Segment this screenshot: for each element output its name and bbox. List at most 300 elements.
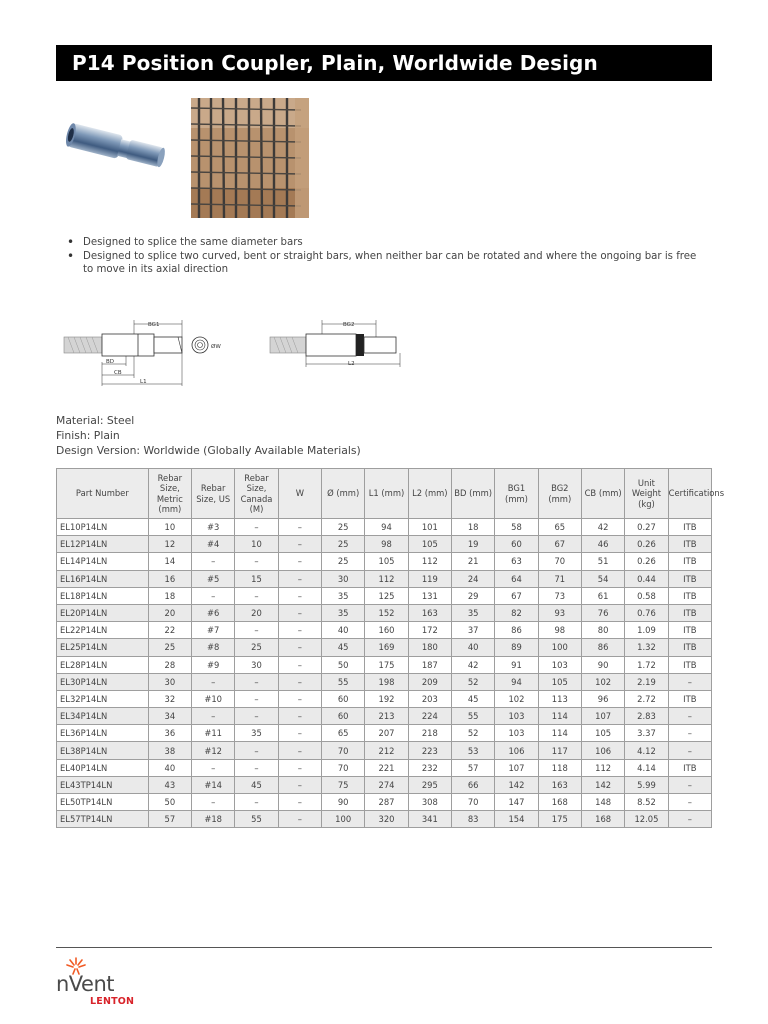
part-number-cell: EL32P14LN: [57, 690, 149, 707]
table-cell: 147: [495, 794, 538, 811]
table-cell: 50: [322, 656, 365, 673]
table-cell: 106: [495, 742, 538, 759]
footer-divider: [56, 947, 712, 948]
table-cell: 60: [322, 690, 365, 707]
table-cell: 63: [495, 553, 538, 570]
table-cell: 35: [322, 604, 365, 621]
table-cell: 100: [538, 639, 581, 656]
table-cell: 40: [148, 759, 191, 776]
table-cell: 20: [235, 604, 278, 621]
table-cell: –: [668, 776, 711, 793]
table-cell: #11: [192, 725, 235, 742]
table-cell: –: [235, 794, 278, 811]
table-cell: –: [278, 519, 321, 536]
table-cell: 40: [322, 622, 365, 639]
column-header: W: [278, 469, 321, 519]
table-cell: 0.76: [625, 604, 668, 621]
material-line: Material: Steel: [56, 414, 135, 427]
table-cell: #18: [192, 811, 235, 828]
table-cell: 180: [408, 639, 451, 656]
table-cell: 148: [581, 794, 624, 811]
table-cell: 0.44: [625, 570, 668, 587]
table-cell: 60: [322, 708, 365, 725]
column-header: BG2 (mm): [538, 469, 581, 519]
table-cell: 320: [365, 811, 408, 828]
coupler-photo: [56, 98, 174, 218]
table-cell: –: [278, 811, 321, 828]
column-header: L1 (mm): [365, 469, 408, 519]
table-cell: ITB: [668, 759, 711, 776]
table-cell: 54: [581, 570, 624, 587]
table-cell: 70: [322, 742, 365, 759]
label-bg2: BG2: [343, 322, 355, 328]
table-cell: 43: [148, 776, 191, 793]
table-cell: 154: [495, 811, 538, 828]
column-header: BG1 (mm): [495, 469, 538, 519]
table-row: [57, 604, 712, 621]
table-cell: 107: [495, 759, 538, 776]
table-cell: 175: [538, 811, 581, 828]
table-row: [57, 587, 712, 604]
table-cell: 2.83: [625, 708, 668, 725]
table-cell: –: [278, 759, 321, 776]
part-number-cell: EL14P14LN: [57, 553, 149, 570]
column-header: Unit Weight (kg): [625, 469, 668, 519]
table-cell: 30: [235, 656, 278, 673]
material-specs: [56, 413, 361, 458]
table-cell: –: [192, 673, 235, 690]
table-cell: 19: [451, 536, 494, 553]
table-cell: 36: [148, 725, 191, 742]
rebar-cage-photo: [191, 98, 309, 218]
logo-subbrand: LENTON: [90, 996, 135, 1007]
feature-item: • Designed to splice two curved, bent or straight bars, when neither bar can be rotated and where the ongoing bar is free to move in its axial direction: [66, 250, 706, 277]
table-cell: 198: [365, 673, 408, 690]
table-cell: –: [192, 708, 235, 725]
table-cell: 66: [451, 776, 494, 793]
feature-item: • Designed to splice the same diameter bars: [66, 236, 706, 250]
table-cell: –: [668, 811, 711, 828]
part-number-cell: EL40P14LN: [57, 759, 149, 776]
table-cell: –: [278, 570, 321, 587]
table-cell: 57: [148, 811, 191, 828]
table-cell: 142: [581, 776, 624, 793]
table-cell: 2.72: [625, 690, 668, 707]
table-cell: 45: [451, 690, 494, 707]
table-cell: –: [668, 708, 711, 725]
table-cell: –: [278, 639, 321, 656]
table-cell: –: [192, 553, 235, 570]
table-cell: 20: [148, 604, 191, 621]
table-row: [57, 794, 712, 811]
table-cell: –: [668, 725, 711, 742]
table-cell: 223: [408, 742, 451, 759]
table-cell: 60: [495, 536, 538, 553]
table-cell: 55: [451, 708, 494, 725]
table-cell: 67: [538, 536, 581, 553]
table-cell: 61: [581, 587, 624, 604]
table-cell: 105: [538, 673, 581, 690]
table-cell: 163: [408, 604, 451, 621]
table-cell: 25: [322, 553, 365, 570]
table-cell: 224: [408, 708, 451, 725]
design-version-line: Design Version: Worldwide (Globally Available Materials): [56, 444, 361, 457]
table-cell: –: [668, 794, 711, 811]
table-cell: –: [192, 759, 235, 776]
table-cell: 114: [538, 708, 581, 725]
table-cell: 50: [148, 794, 191, 811]
table-cell: 70: [451, 794, 494, 811]
table-cell: 102: [581, 673, 624, 690]
table-cell: 12.05: [625, 811, 668, 828]
table-cell: 18: [148, 587, 191, 604]
table-cell: 125: [365, 587, 408, 604]
table-cell: 203: [408, 690, 451, 707]
table-cell: 274: [365, 776, 408, 793]
part-number-cell: EL43TP14LN: [57, 776, 149, 793]
table-cell: 30: [148, 673, 191, 690]
table-cell: 98: [538, 622, 581, 639]
table-cell: –: [235, 622, 278, 639]
table-cell: 55: [235, 811, 278, 828]
table-cell: –: [278, 604, 321, 621]
table-cell: 175: [365, 656, 408, 673]
column-header: CB (mm): [581, 469, 624, 519]
table-row: [57, 759, 712, 776]
table-row: [57, 725, 712, 742]
page-title: P14 Position Coupler, Plain, Worldwide Design: [56, 45, 712, 81]
table-cell: 70: [538, 553, 581, 570]
table-cell: 32: [148, 690, 191, 707]
table-cell: –: [192, 587, 235, 604]
table-cell: 105: [408, 536, 451, 553]
table-cell: ITB: [668, 639, 711, 656]
table-row: [57, 708, 712, 725]
table-cell: 8.52: [625, 794, 668, 811]
table-cell: 45: [235, 776, 278, 793]
table-row: [57, 622, 712, 639]
table-cell: 0.27: [625, 519, 668, 536]
table-cell: #10: [192, 690, 235, 707]
table-row: [57, 570, 712, 587]
table-cell: 38: [148, 742, 191, 759]
table-cell: #8: [192, 639, 235, 656]
table-cell: ITB: [668, 536, 711, 553]
table-cell: #7: [192, 622, 235, 639]
label-bg1: BG1: [148, 322, 160, 328]
table-header-row: [57, 469, 712, 519]
table-cell: 65: [322, 725, 365, 742]
table-cell: 1.09: [625, 622, 668, 639]
part-number-cell: EL57TP14LN: [57, 811, 149, 828]
table-cell: –: [278, 690, 321, 707]
table-cell: 46: [581, 536, 624, 553]
table-cell: 118: [538, 759, 581, 776]
feature-list: [66, 236, 706, 277]
label-w: ØW: [211, 344, 221, 350]
table-cell: –: [235, 673, 278, 690]
table-cell: 65: [538, 519, 581, 536]
table-cell: –: [278, 725, 321, 742]
table-cell: –: [278, 553, 321, 570]
table-cell: 35: [451, 604, 494, 621]
table-cell: #14: [192, 776, 235, 793]
table-cell: –: [278, 776, 321, 793]
part-number-cell: EL18P14LN: [57, 587, 149, 604]
part-number-cell: EL36P14LN: [57, 725, 149, 742]
table-cell: 42: [581, 519, 624, 536]
table-cell: –: [278, 622, 321, 639]
table-cell: #3: [192, 519, 235, 536]
table-cell: 232: [408, 759, 451, 776]
table-row: [57, 536, 712, 553]
table-cell: 94: [495, 673, 538, 690]
table-cell: –: [278, 742, 321, 759]
table-cell: 73: [538, 587, 581, 604]
table-cell: 103: [495, 725, 538, 742]
table-cell: 52: [451, 725, 494, 742]
table-cell: 10: [148, 519, 191, 536]
table-cell: #9: [192, 656, 235, 673]
table-cell: 1.72: [625, 656, 668, 673]
table-cell: #5: [192, 570, 235, 587]
table-cell: 91: [495, 656, 538, 673]
table-cell: 105: [581, 725, 624, 742]
table-cell: 42: [451, 656, 494, 673]
table-cell: –: [192, 794, 235, 811]
table-cell: 67: [495, 587, 538, 604]
table-cell: 112: [408, 553, 451, 570]
table-cell: 15: [235, 570, 278, 587]
table-cell: 2.19: [625, 673, 668, 690]
table-cell: 152: [365, 604, 408, 621]
table-cell: ITB: [668, 519, 711, 536]
table-cell: 114: [538, 725, 581, 742]
part-number-cell: EL38P14LN: [57, 742, 149, 759]
table-cell: 295: [408, 776, 451, 793]
table-row: [57, 811, 712, 828]
table-cell: –: [668, 742, 711, 759]
table-cell: 34: [148, 708, 191, 725]
table-cell: –: [235, 553, 278, 570]
label-bd: BD: [106, 359, 115, 365]
table-cell: 103: [538, 656, 581, 673]
table-cell: 209: [408, 673, 451, 690]
table-cell: 24: [451, 570, 494, 587]
table-cell: 0.26: [625, 553, 668, 570]
table-cell: 71: [538, 570, 581, 587]
table-cell: ITB: [668, 553, 711, 570]
table-cell: 213: [365, 708, 408, 725]
table-cell: 107: [581, 708, 624, 725]
column-header: L2 (mm): [408, 469, 451, 519]
table-cell: 80: [581, 622, 624, 639]
column-header: BD (mm): [451, 469, 494, 519]
table-cell: 117: [538, 742, 581, 759]
part-number-cell: EL10P14LN: [57, 519, 149, 536]
table-cell: 0.26: [625, 536, 668, 553]
part-number-cell: EL12P14LN: [57, 536, 149, 553]
table-cell: 22: [148, 622, 191, 639]
table-row: [57, 656, 712, 673]
table-cell: –: [235, 519, 278, 536]
table-cell: 25: [235, 639, 278, 656]
table-cell: 53: [451, 742, 494, 759]
table-cell: 101: [408, 519, 451, 536]
table-cell: 86: [495, 622, 538, 639]
coupler-dimension-diagram-bg1: [60, 312, 240, 387]
table-cell: #4: [192, 536, 235, 553]
table-cell: 21: [451, 553, 494, 570]
table-row: [57, 776, 712, 793]
table-cell: 55: [322, 673, 365, 690]
table-cell: 10: [235, 536, 278, 553]
table-cell: 119: [408, 570, 451, 587]
table-cell: 112: [581, 759, 624, 776]
table-cell: ITB: [668, 690, 711, 707]
table-cell: ITB: [668, 570, 711, 587]
table-cell: 96: [581, 690, 624, 707]
coupler-dimension-diagram-bg2: [268, 312, 408, 372]
table-cell: –: [278, 794, 321, 811]
column-header: Rebar Size, Canada (M): [235, 469, 278, 519]
table-row: [57, 742, 712, 759]
table-cell: 76: [581, 604, 624, 621]
part-number-cell: EL25P14LN: [57, 639, 149, 656]
label-cb: CB: [114, 370, 122, 376]
table-cell: 105: [365, 553, 408, 570]
table-cell: 29: [451, 587, 494, 604]
table-cell: 89: [495, 639, 538, 656]
table-cell: 57: [451, 759, 494, 776]
table-cell: –: [235, 708, 278, 725]
table-cell: 341: [408, 811, 451, 828]
table-cell: 98: [365, 536, 408, 553]
table-cell: –: [235, 742, 278, 759]
table-cell: 4.12: [625, 742, 668, 759]
table-cell: 64: [495, 570, 538, 587]
table-cell: 163: [538, 776, 581, 793]
table-row: [57, 690, 712, 707]
table-cell: #12: [192, 742, 235, 759]
table-row: [57, 519, 712, 536]
table-cell: 168: [581, 811, 624, 828]
table-cell: 35: [235, 725, 278, 742]
table-cell: 308: [408, 794, 451, 811]
table-cell: ITB: [668, 656, 711, 673]
table-cell: 4.14: [625, 759, 668, 776]
table-cell: 58: [495, 519, 538, 536]
column-header: Ø (mm): [322, 469, 365, 519]
part-number-cell: EL50TP14LN: [57, 794, 149, 811]
table-cell: 12: [148, 536, 191, 553]
table-cell: 212: [365, 742, 408, 759]
table-cell: 207: [365, 725, 408, 742]
column-header: Part Number: [57, 469, 149, 519]
table-cell: 75: [322, 776, 365, 793]
label-l2: L2: [348, 361, 355, 367]
table-cell: ITB: [668, 622, 711, 639]
table-cell: –: [278, 708, 321, 725]
table-cell: 40: [451, 639, 494, 656]
table-cell: –: [668, 673, 711, 690]
table-cell: 52: [451, 673, 494, 690]
table-cell: 1.32: [625, 639, 668, 656]
table-row: [57, 639, 712, 656]
table-cell: 5.99: [625, 776, 668, 793]
table-cell: –: [235, 690, 278, 707]
part-number-cell: EL20P14LN: [57, 604, 149, 621]
table-cell: 30: [322, 570, 365, 587]
table-cell: 51: [581, 553, 624, 570]
finish-line: Finish: Plain: [56, 429, 120, 442]
table-cell: 90: [581, 656, 624, 673]
table-cell: ITB: [668, 587, 711, 604]
table-cell: 83: [451, 811, 494, 828]
column-header: Rebar Size, Metric (mm): [148, 469, 191, 519]
table-cell: 25: [322, 519, 365, 536]
table-cell: 187: [408, 656, 451, 673]
table-row: [57, 553, 712, 570]
table-cell: 0.58: [625, 587, 668, 604]
table-cell: 16: [148, 570, 191, 587]
table-cell: #6: [192, 604, 235, 621]
table-cell: 45: [322, 639, 365, 656]
part-number-cell: EL30P14LN: [57, 673, 149, 690]
table-cell: 37: [451, 622, 494, 639]
table-row: [57, 673, 712, 690]
table-cell: –: [278, 673, 321, 690]
table-cell: 3.37: [625, 725, 668, 742]
table-cell: 103: [495, 708, 538, 725]
table-cell: 82: [495, 604, 538, 621]
part-number-cell: EL22P14LN: [57, 622, 149, 639]
table-cell: 221: [365, 759, 408, 776]
table-cell: 113: [538, 690, 581, 707]
table-cell: 86: [581, 639, 624, 656]
table-cell: 18: [451, 519, 494, 536]
table-cell: ITB: [668, 604, 711, 621]
column-header: Rebar Size, US: [192, 469, 235, 519]
table-cell: –: [278, 656, 321, 673]
part-number-cell: EL34P14LN: [57, 708, 149, 725]
table-cell: 142: [495, 776, 538, 793]
table-cell: 172: [408, 622, 451, 639]
table-cell: 100: [322, 811, 365, 828]
label-l1: L1: [140, 379, 147, 385]
table-cell: 168: [538, 794, 581, 811]
table-cell: –: [278, 587, 321, 604]
part-number-cell: EL16P14LN: [57, 570, 149, 587]
table-cell: 106: [581, 742, 624, 759]
logo-wordmark: nVent: [56, 972, 115, 996]
table-cell: 192: [365, 690, 408, 707]
table-cell: 287: [365, 794, 408, 811]
table-cell: 131: [408, 587, 451, 604]
table-cell: 35: [322, 587, 365, 604]
table-cell: 90: [322, 794, 365, 811]
table-cell: 25: [148, 639, 191, 656]
column-header: Certifications: [668, 469, 711, 519]
table-cell: 70: [322, 759, 365, 776]
table-cell: 160: [365, 622, 408, 639]
table-cell: –: [235, 587, 278, 604]
table-cell: 93: [538, 604, 581, 621]
table-cell: 169: [365, 639, 408, 656]
table-cell: 218: [408, 725, 451, 742]
table-body: [57, 519, 712, 828]
table-cell: 94: [365, 519, 408, 536]
